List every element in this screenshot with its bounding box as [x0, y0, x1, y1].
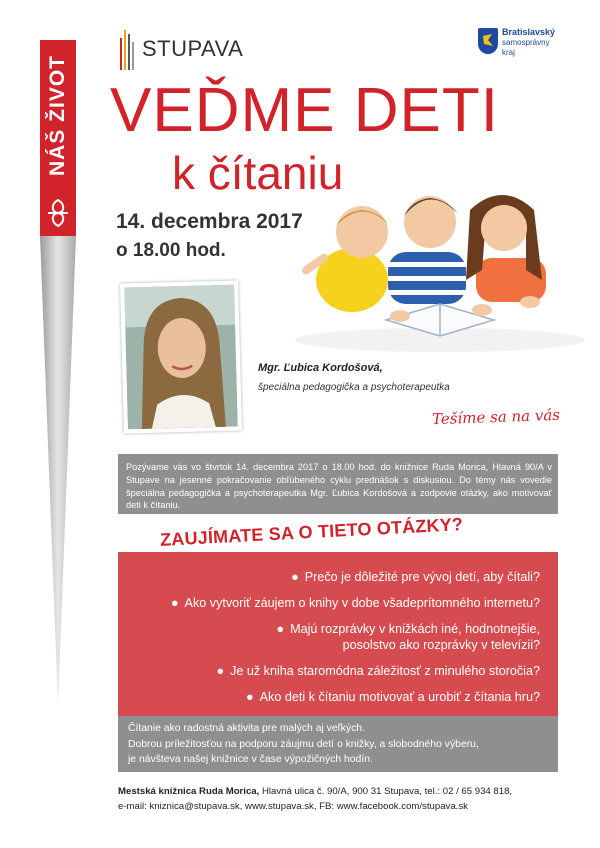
- question-item-continued: posolstvo ako rozprávky v televízii?: [342, 638, 540, 652]
- outro-line-1: Čítanie ako radostná aktivita pre malých aj veľkých.: [128, 723, 365, 734]
- footer-address-text: Hlavná ulica č. 90/A, 900 31 Stupava, tel.: 02 / 65 934 818,: [259, 786, 513, 797]
- event-time: o 18.00 hod.: [116, 240, 226, 261]
- bsk-line-3: kraj: [502, 48, 515, 57]
- question-item: ● Je už kniha staromódna záležitosť z minulého storočia?: [216, 664, 540, 678]
- title-line-1: VEĎME DETI: [110, 76, 499, 145]
- footer-contacts: e-mail: kniznica@stupava.sk, www.stupava.sk, FB: www.facebook.com/stupava.sk: [118, 801, 468, 812]
- banner-spike: [40, 236, 76, 706]
- bullet-icon: ●: [276, 622, 285, 636]
- speaker-portrait: [120, 280, 242, 433]
- questions-box: [118, 552, 558, 716]
- bsk-coat-of-arms-icon: [478, 28, 498, 54]
- event-date: 14. decembra 2017: [116, 210, 303, 233]
- banner-label: NÁŠ ŽIVOT: [46, 54, 69, 176]
- question-heading: ZAUJÍMATE SA O TIETO OTÁZKY?: [159, 514, 464, 550]
- question-item: ● Majú rozprávky v knižkách iné, hodnotnejšie,: [276, 622, 540, 636]
- bsk-logo-text: [502, 27, 555, 58]
- stupava-logo-text: STUPAVA: [142, 36, 244, 61]
- bsk-line-1: Bratislavský: [502, 27, 556, 37]
- bullet-icon: ●: [216, 664, 225, 678]
- outro-line-3: je návšteva našej knižnice v čase výpožičných hodín.: [128, 754, 373, 765]
- bullet-icon: ●: [170, 596, 179, 610]
- bullet-icon: ●: [246, 690, 254, 704]
- speaker-name: Mgr. Ľubica Kordošová,: [258, 362, 383, 374]
- title-line-2: k čítaniu: [172, 147, 344, 199]
- question-item: ● Prečo je dôležité pre vývoj detí, aby čítali?: [291, 570, 540, 584]
- leaf-emblem-icon: [45, 196, 71, 230]
- outro-line-2: Dobrou príležitosťou na podporu záujmu detí o knižky, a slobodného výberu,: [128, 738, 479, 750]
- stupava-logo-icon: [120, 28, 136, 70]
- bsk-line-2: samosprávny: [502, 38, 550, 47]
- question-item: ● Ako deti k čítaniu motivovať a urobiť z čítania hru?: [246, 690, 540, 704]
- intro-text: Pozývame vás vo štvrtok 14. decembra 2017 o 18.00 hod. do knižnice Ruda Morica, Hlavná 90/A v Stupave na jesenné pokračovanie obľúbeného cyklu prednášok s diskusiou. Do témy nás vovedie špeciálna pedagogička a psychoterapeutka Mgr. Ľubica Kordošová a zodpovie otázky, ako motivovať deti k čítaniu.: [126, 462, 552, 511]
- bullet-icon: ●: [291, 570, 299, 584]
- speaker-role: špeciálna pedagogička a psychoterapeutka: [258, 382, 450, 393]
- question-item: ● Ako vytvoriť záujem o knihy v dobe všadeprítomného internetu?: [170, 596, 540, 610]
- tagline: Tešíme sa na vás: [431, 405, 561, 429]
- footer-org: Mestská knižnica Ruda Morica,: [118, 786, 260, 797]
- footer-address: [118, 786, 512, 797]
- outro-text: [128, 721, 548, 768]
- kids-reading-photo: [290, 170, 590, 355]
